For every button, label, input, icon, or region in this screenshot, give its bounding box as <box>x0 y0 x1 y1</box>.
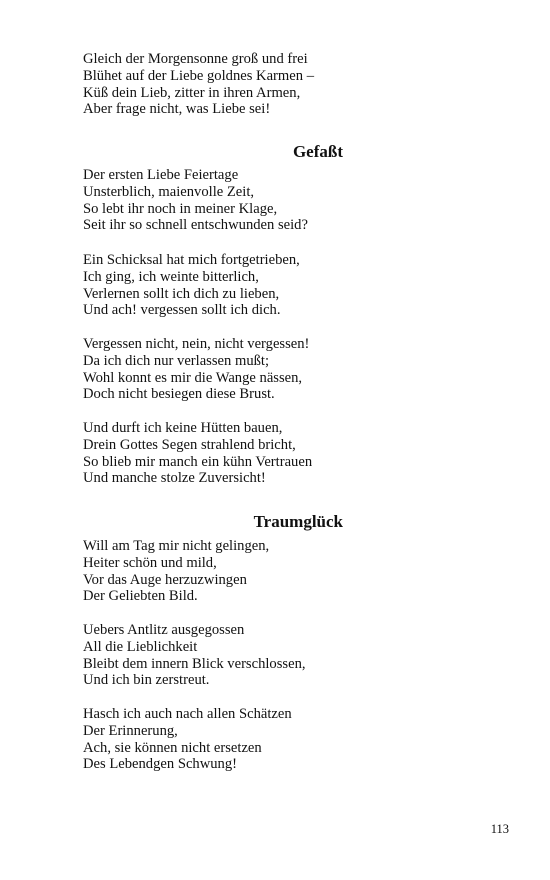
verse-line: Wohl konnt es mir die Wange nässen, <box>83 369 303 386</box>
poem-title: Gefaßt <box>292 142 343 161</box>
verse-line: Aber frage nicht, was Liebe sei! <box>83 101 271 118</box>
verse-line: Bleibt dem innern Blick verschlossen, <box>83 655 306 672</box>
verse-line: Küß dein Lieb, zitter in ihren Armen, <box>83 84 301 101</box>
verse-line: Verlernen sollt ich dich zu lieben, <box>83 285 280 302</box>
verse-line: Ach, sie können nicht ersetzen <box>83 739 262 756</box>
verse-line: Und ich bin zerstreut. <box>83 672 210 689</box>
verse-line: Und ach! vergessen sollt ich dich. <box>83 302 281 319</box>
verse-line: Hasch ich auch nach allen Schätzen <box>83 706 292 722</box>
verse-line: Drein Gottes Segen strahlend bricht, <box>83 436 296 453</box>
verse-line: Uebers Antlitz ausgegossen <box>83 622 245 638</box>
verse-line: Blühet auf der Liebe goldnes Karmen – <box>83 67 314 84</box>
stanza <box>83 622 383 689</box>
verse-line: Seit ihr so schnell entschwunden seid? <box>83 217 308 234</box>
verse-line: Der ersten Liebe Feiertage <box>83 167 239 183</box>
stanza <box>83 420 383 487</box>
stanza <box>83 706 383 773</box>
stanza <box>83 167 383 234</box>
verse-line: Unsterblich, maienvolle Zeit, <box>83 183 255 200</box>
verse-line: Der Erinnerung, <box>83 722 178 739</box>
poem-title: Traumglück <box>253 512 343 531</box>
verse-line: Heiter schön und mild, <box>83 554 217 571</box>
stanza-continued <box>83 51 383 118</box>
verse-line: Der Geliebten Bild. <box>83 588 198 605</box>
verse-line: Vergessen nicht, nein, nicht vergessen! <box>83 336 310 352</box>
verse-line: Doch nicht besiegen diese Brust. <box>83 386 275 403</box>
verse-line: Ich ging, ich weinte bitterlich, <box>83 268 259 285</box>
verse-line: Ein Schicksal hat mich fortgetrieben, <box>83 252 300 268</box>
verse-line: Vor das Auge herzuzwingen <box>83 571 247 588</box>
page-number: 113 <box>490 822 509 836</box>
verse-line: All die Lieblichkeit <box>83 638 198 655</box>
stanza <box>83 336 383 403</box>
verse-line: So lebt ihr noch in meiner Klage, <box>83 200 278 217</box>
stanza <box>83 252 383 319</box>
verse-line: Des Lebendgen Schwung! <box>83 756 238 773</box>
verse-line: Und durft ich keine Hütten bauen, <box>83 420 283 436</box>
verse-line: Gleich der Morgensonne groß und frei <box>83 51 308 67</box>
verse-line: Da ich dich nur verlassen mußt; <box>83 352 270 369</box>
verse-line: So blieb mir manch ein kühn Vertrauen <box>83 453 313 470</box>
verse-line: Und manche stolze Zuversicht! <box>83 470 266 487</box>
verse-line: Will am Tag mir nicht gelingen, <box>83 538 270 554</box>
stanza <box>83 538 383 605</box>
